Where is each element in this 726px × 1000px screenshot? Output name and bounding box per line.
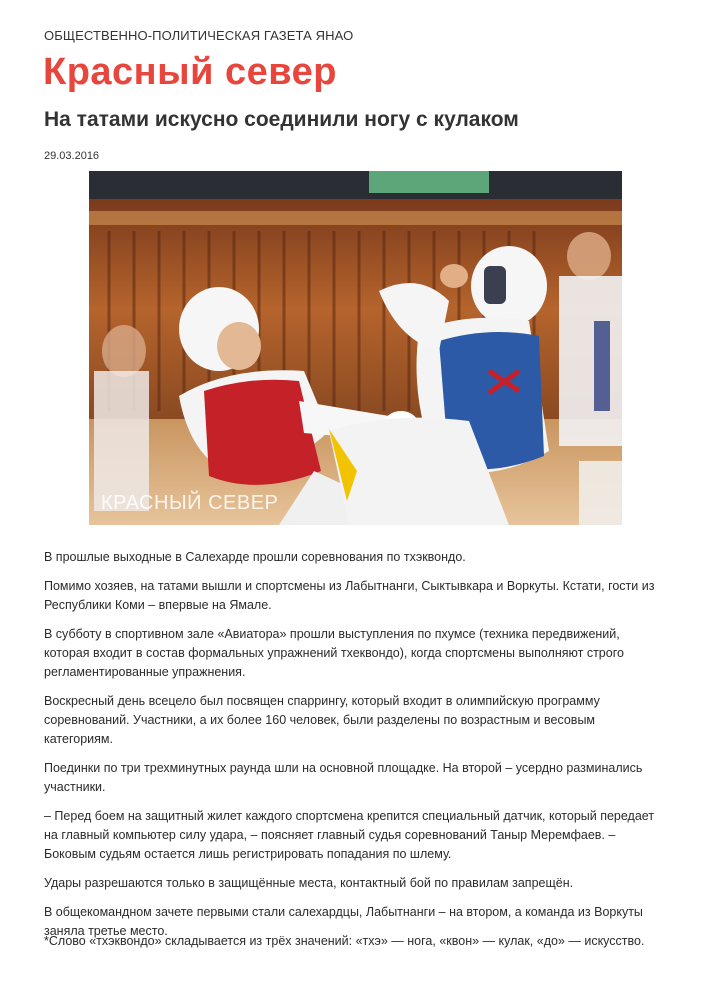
article-headline: На татами искусно соединили ногу с кулаком — [44, 108, 519, 131]
article-paragraph: Помимо хозяев, на татами вышли и спортсмены из Лабытнанги, Сыктывкара и Воркуты. Кстати, гости из Республики Коми – впервые на Ямале. — [44, 579, 655, 612]
article-date: 29.03.2016 — [44, 150, 100, 162]
photo-watermark: КРАСНЫЙ СЕВЕР — [101, 492, 279, 514]
article-paragraph: Поединки по три трехминутных раунда шли на основной площадке. На второй – усердно разминались участники. — [44, 761, 643, 794]
article-paragraph: – Перед боем на защитный жилет каждого спортсмена крепится специальный датчик, который передает на главный компьютер силу удара, – поясняет главный судья соревнований Таныр Меремфаев. – Боковым судьям остается лишь регистрировать попадания по шлему. — [44, 809, 655, 861]
article-paragraph: В прошлые выходные в Салехарде прошли соревнования по тхэквондо. — [44, 550, 466, 564]
newspaper-kicker: ОБЩЕСТВЕННО-ПОЛИТИЧЕСКАЯ ГАЗЕТА ЯНАО — [44, 28, 354, 43]
article-paragraph: В общекомандном зачете первыми стали салехардцы, Лабытнанги – на втором, а команда из Воркуты заняла третье место. — [44, 905, 643, 938]
article-paragraph: Воскресный день всецело был посвящен спаррингу, который входит в олимпийскую программу соревнований. Участники, а их более 160 человек, были разделены по возрастным и весовым категориям. — [44, 694, 600, 746]
article-photo — [89, 171, 622, 525]
article-paragraph: Удары разрешаются только в защищённые места, контактный бой по правилам запрещён. — [44, 876, 574, 890]
taekwondo-sparring-illustration — [89, 171, 622, 525]
newspaper-masthead[interactable]: Красный север — [43, 51, 337, 93]
article-paragraph: В субботу в спортивном зале «Авиатора» прошли выступления по пхумсе (техника передвижений, которая входит в состав формальных упражнений тхеквондо), когда спортсмены выполняют строго регламентированные упражнения. — [44, 627, 624, 679]
article-footnote: *Слово «тхэквондо» складывается из трёх значений: «тхэ» — нога, «квон» — кулак, «до» — искусство. — [44, 934, 645, 948]
article-body — [44, 548, 664, 951]
